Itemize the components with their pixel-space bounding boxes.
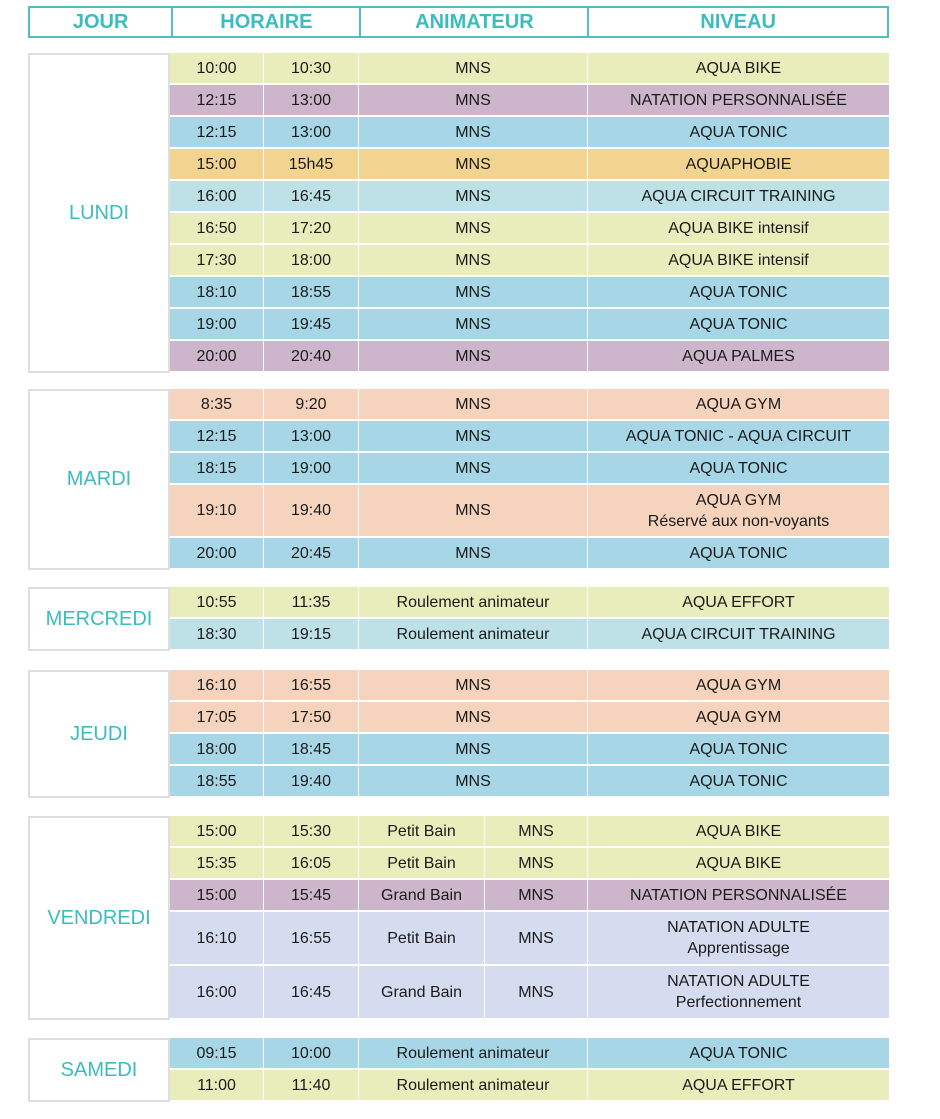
table-row [170, 309, 889, 341]
table-row [170, 880, 889, 912]
animateur-cell: MNS [359, 53, 588, 85]
pool-cell: Petit Bain [359, 848, 485, 880]
pool-cell: Grand Bain [359, 880, 485, 912]
table-row [170, 619, 889, 651]
end-time-cell: 10:00 [264, 1038, 359, 1070]
animateur-cell: MNS [359, 213, 588, 245]
niveau-cell: AQUA TONIC [588, 453, 889, 485]
table-row [170, 816, 889, 848]
animateur-cell: MNS [359, 485, 588, 538]
start-time-cell: 18:55 [170, 766, 264, 798]
start-time-cell: 16:00 [170, 966, 264, 1020]
niveau-cell: AQUA TONIC - AQUA CIRCUIT [588, 421, 889, 453]
niveau-cell: AQUA EFFORT [588, 587, 889, 619]
start-time-cell: 12:15 [170, 117, 264, 149]
start-time-cell: 15:00 [170, 880, 264, 912]
animateur-cell: MNS [359, 734, 588, 766]
niveau-cell: AQUA TONIC [588, 1038, 889, 1070]
end-time-cell: 18:45 [264, 734, 359, 766]
start-time-cell: 20:00 [170, 341, 264, 373]
animateur-cell: MNS [359, 277, 588, 309]
day-group-mardi [28, 389, 889, 570]
start-time-cell: 11:00 [170, 1070, 264, 1102]
table-row [170, 341, 889, 373]
end-time-cell: 13:00 [264, 117, 359, 149]
table-row [170, 587, 889, 619]
end-time-cell: 19:00 [264, 453, 359, 485]
table-row [170, 85, 889, 117]
start-time-cell: 19:10 [170, 485, 264, 538]
start-time-cell: 16:10 [170, 670, 264, 702]
day-group-vendredi [28, 816, 889, 1020]
table-row [170, 538, 889, 570]
animateur-cell: MNS [359, 341, 588, 373]
start-time-cell: 19:00 [170, 309, 264, 341]
table-row [170, 149, 889, 181]
table-row [170, 848, 889, 880]
animateur-cell: MNS [359, 309, 588, 341]
table-row [170, 1038, 889, 1070]
start-time-cell: 16:10 [170, 912, 264, 966]
animateur-cell: MNS [359, 702, 588, 734]
day-label: MARDI [28, 389, 170, 570]
niveau-cell: AQUA CIRCUIT TRAINING [588, 619, 889, 651]
end-time-cell: 13:00 [264, 85, 359, 117]
niveau-cell: AQUA GYM [588, 670, 889, 702]
end-time-cell: 10:30 [264, 53, 359, 85]
animateur-cell: MNS [485, 816, 588, 848]
table-row [170, 966, 889, 1020]
end-time-cell: 19:45 [264, 309, 359, 341]
pool-cell: Grand Bain [359, 966, 485, 1020]
end-time-cell: 11:40 [264, 1070, 359, 1102]
end-time-cell: 11:35 [264, 587, 359, 619]
end-time-cell: 19:15 [264, 619, 359, 651]
animateur-cell: MNS [485, 848, 588, 880]
niveau-cell: AQUA BIKE intensif [588, 245, 889, 277]
start-time-cell: 18:00 [170, 734, 264, 766]
animateur-cell: MNS [359, 181, 588, 213]
niveau-cell: AQUA BIKE [588, 53, 889, 85]
start-time-cell: 10:55 [170, 587, 264, 619]
end-time-cell: 15:45 [264, 880, 359, 912]
animateur-cell: MNS [359, 421, 588, 453]
day-label: LUNDI [28, 53, 170, 373]
end-time-cell: 13:00 [264, 421, 359, 453]
day-group-lundi [28, 53, 889, 373]
start-time-cell: 15:00 [170, 816, 264, 848]
end-time-cell: 18:55 [264, 277, 359, 309]
niveau-cell: AQUA TONIC [588, 766, 889, 798]
start-time-cell: 17:05 [170, 702, 264, 734]
niveau-cell: AQUA BIKE [588, 848, 889, 880]
animateur-cell: MNS [359, 538, 588, 570]
niveau-cell: AQUA EFFORT [588, 1070, 889, 1102]
day-group-jeudi [28, 670, 889, 798]
end-time-cell: 15:30 [264, 816, 359, 848]
animateur-cell: Roulement animateur [359, 1070, 588, 1102]
niveau-cell: NATATION ADULTE Perfectionnement [588, 966, 889, 1020]
table-row [170, 181, 889, 213]
start-time-cell: 16:50 [170, 213, 264, 245]
animateur-cell: Roulement animateur [359, 619, 588, 651]
table-row [170, 53, 889, 85]
niveau-cell: NATATION PERSONNALISÉE [588, 880, 889, 912]
header-animateur: ANIMATEUR [359, 8, 587, 36]
end-time-cell: 16:55 [264, 912, 359, 966]
end-time-cell: 15h45 [264, 149, 359, 181]
table-row [170, 421, 889, 453]
niveau-cell: AQUA TONIC [588, 538, 889, 570]
end-time-cell: 20:45 [264, 538, 359, 570]
animateur-cell: MNS [359, 85, 588, 117]
animateur-cell: MNS [485, 966, 588, 1020]
end-time-cell: 16:05 [264, 848, 359, 880]
end-time-cell: 20:40 [264, 341, 359, 373]
table-row [170, 485, 889, 538]
animateur-cell: MNS [485, 912, 588, 966]
animateur-cell: MNS [359, 453, 588, 485]
table-row [170, 702, 889, 734]
end-time-cell: 19:40 [264, 485, 359, 538]
niveau-cell: NATATION ADULTE Apprentissage [588, 912, 889, 966]
table-row [170, 670, 889, 702]
table-header [28, 6, 889, 38]
start-time-cell: 16:00 [170, 181, 264, 213]
niveau-cell: AQUA GYM Réservé aux non-voyants [588, 485, 889, 538]
end-time-cell: 16:45 [264, 181, 359, 213]
animateur-cell: Roulement animateur [359, 587, 588, 619]
start-time-cell: 18:10 [170, 277, 264, 309]
start-time-cell: 15:35 [170, 848, 264, 880]
animateur-cell: MNS [485, 880, 588, 912]
table-row [170, 213, 889, 245]
niveau-cell: AQUA TONIC [588, 117, 889, 149]
animateur-cell: MNS [359, 766, 588, 798]
pool-cell: Petit Bain [359, 912, 485, 966]
start-time-cell: 09:15 [170, 1038, 264, 1070]
header-horaire: HORAIRE [171, 8, 359, 36]
niveau-cell: AQUA BIKE intensif [588, 213, 889, 245]
start-time-cell: 12:15 [170, 421, 264, 453]
header-jour: JOUR [72, 10, 129, 33]
niveau-cell: AQUA CIRCUIT TRAINING [588, 181, 889, 213]
end-time-cell: 9:20 [264, 389, 359, 421]
end-time-cell: 16:45 [264, 966, 359, 1020]
animateur-cell: MNS [359, 389, 588, 421]
day-label: SAMEDI [28, 1038, 170, 1102]
table-row [170, 117, 889, 149]
animateur-cell: MNS [359, 245, 588, 277]
start-time-cell: 15:00 [170, 149, 264, 181]
start-time-cell: 12:15 [170, 85, 264, 117]
start-time-cell: 10:00 [170, 53, 264, 85]
table-row [170, 389, 889, 421]
end-time-cell: 17:20 [264, 213, 359, 245]
table-row [170, 1070, 889, 1102]
niveau-cell: AQUA GYM [588, 389, 889, 421]
niveau-cell: AQUA PALMES [588, 341, 889, 373]
table-row [170, 766, 889, 798]
day-group-samedi [28, 1038, 889, 1102]
table-row [170, 734, 889, 766]
day-label: MERCREDI [28, 587, 170, 651]
table-row [170, 245, 889, 277]
table-row [170, 277, 889, 309]
table-row [170, 912, 889, 966]
niveau-cell: AQUA TONIC [588, 734, 889, 766]
end-time-cell: 18:00 [264, 245, 359, 277]
animateur-cell: Roulement animateur [359, 1038, 588, 1070]
table-row [170, 453, 889, 485]
animateur-cell: MNS [359, 670, 588, 702]
animateur-cell: MNS [359, 117, 588, 149]
day-label: VENDREDI [28, 816, 170, 1020]
niveau-cell: AQUA TONIC [588, 277, 889, 309]
niveau-cell: AQUA BIKE [588, 816, 889, 848]
day-group-mercredi [28, 587, 889, 651]
day-label: JEUDI [28, 670, 170, 798]
niveau-cell: NATATION PERSONNALISÉE [588, 85, 889, 117]
animateur-cell: MNS [359, 149, 588, 181]
end-time-cell: 19:40 [264, 766, 359, 798]
niveau-cell: AQUAPHOBIE [588, 149, 889, 181]
header-niveau: NIVEAU [587, 8, 887, 36]
niveau-cell: AQUA GYM [588, 702, 889, 734]
start-time-cell: 17:30 [170, 245, 264, 277]
end-time-cell: 17:50 [264, 702, 359, 734]
start-time-cell: 18:15 [170, 453, 264, 485]
niveau-cell: AQUA TONIC [588, 309, 889, 341]
start-time-cell: 20:00 [170, 538, 264, 570]
start-time-cell: 8:35 [170, 389, 264, 421]
start-time-cell: 18:30 [170, 619, 264, 651]
end-time-cell: 16:55 [264, 670, 359, 702]
pool-cell: Petit Bain [359, 816, 485, 848]
